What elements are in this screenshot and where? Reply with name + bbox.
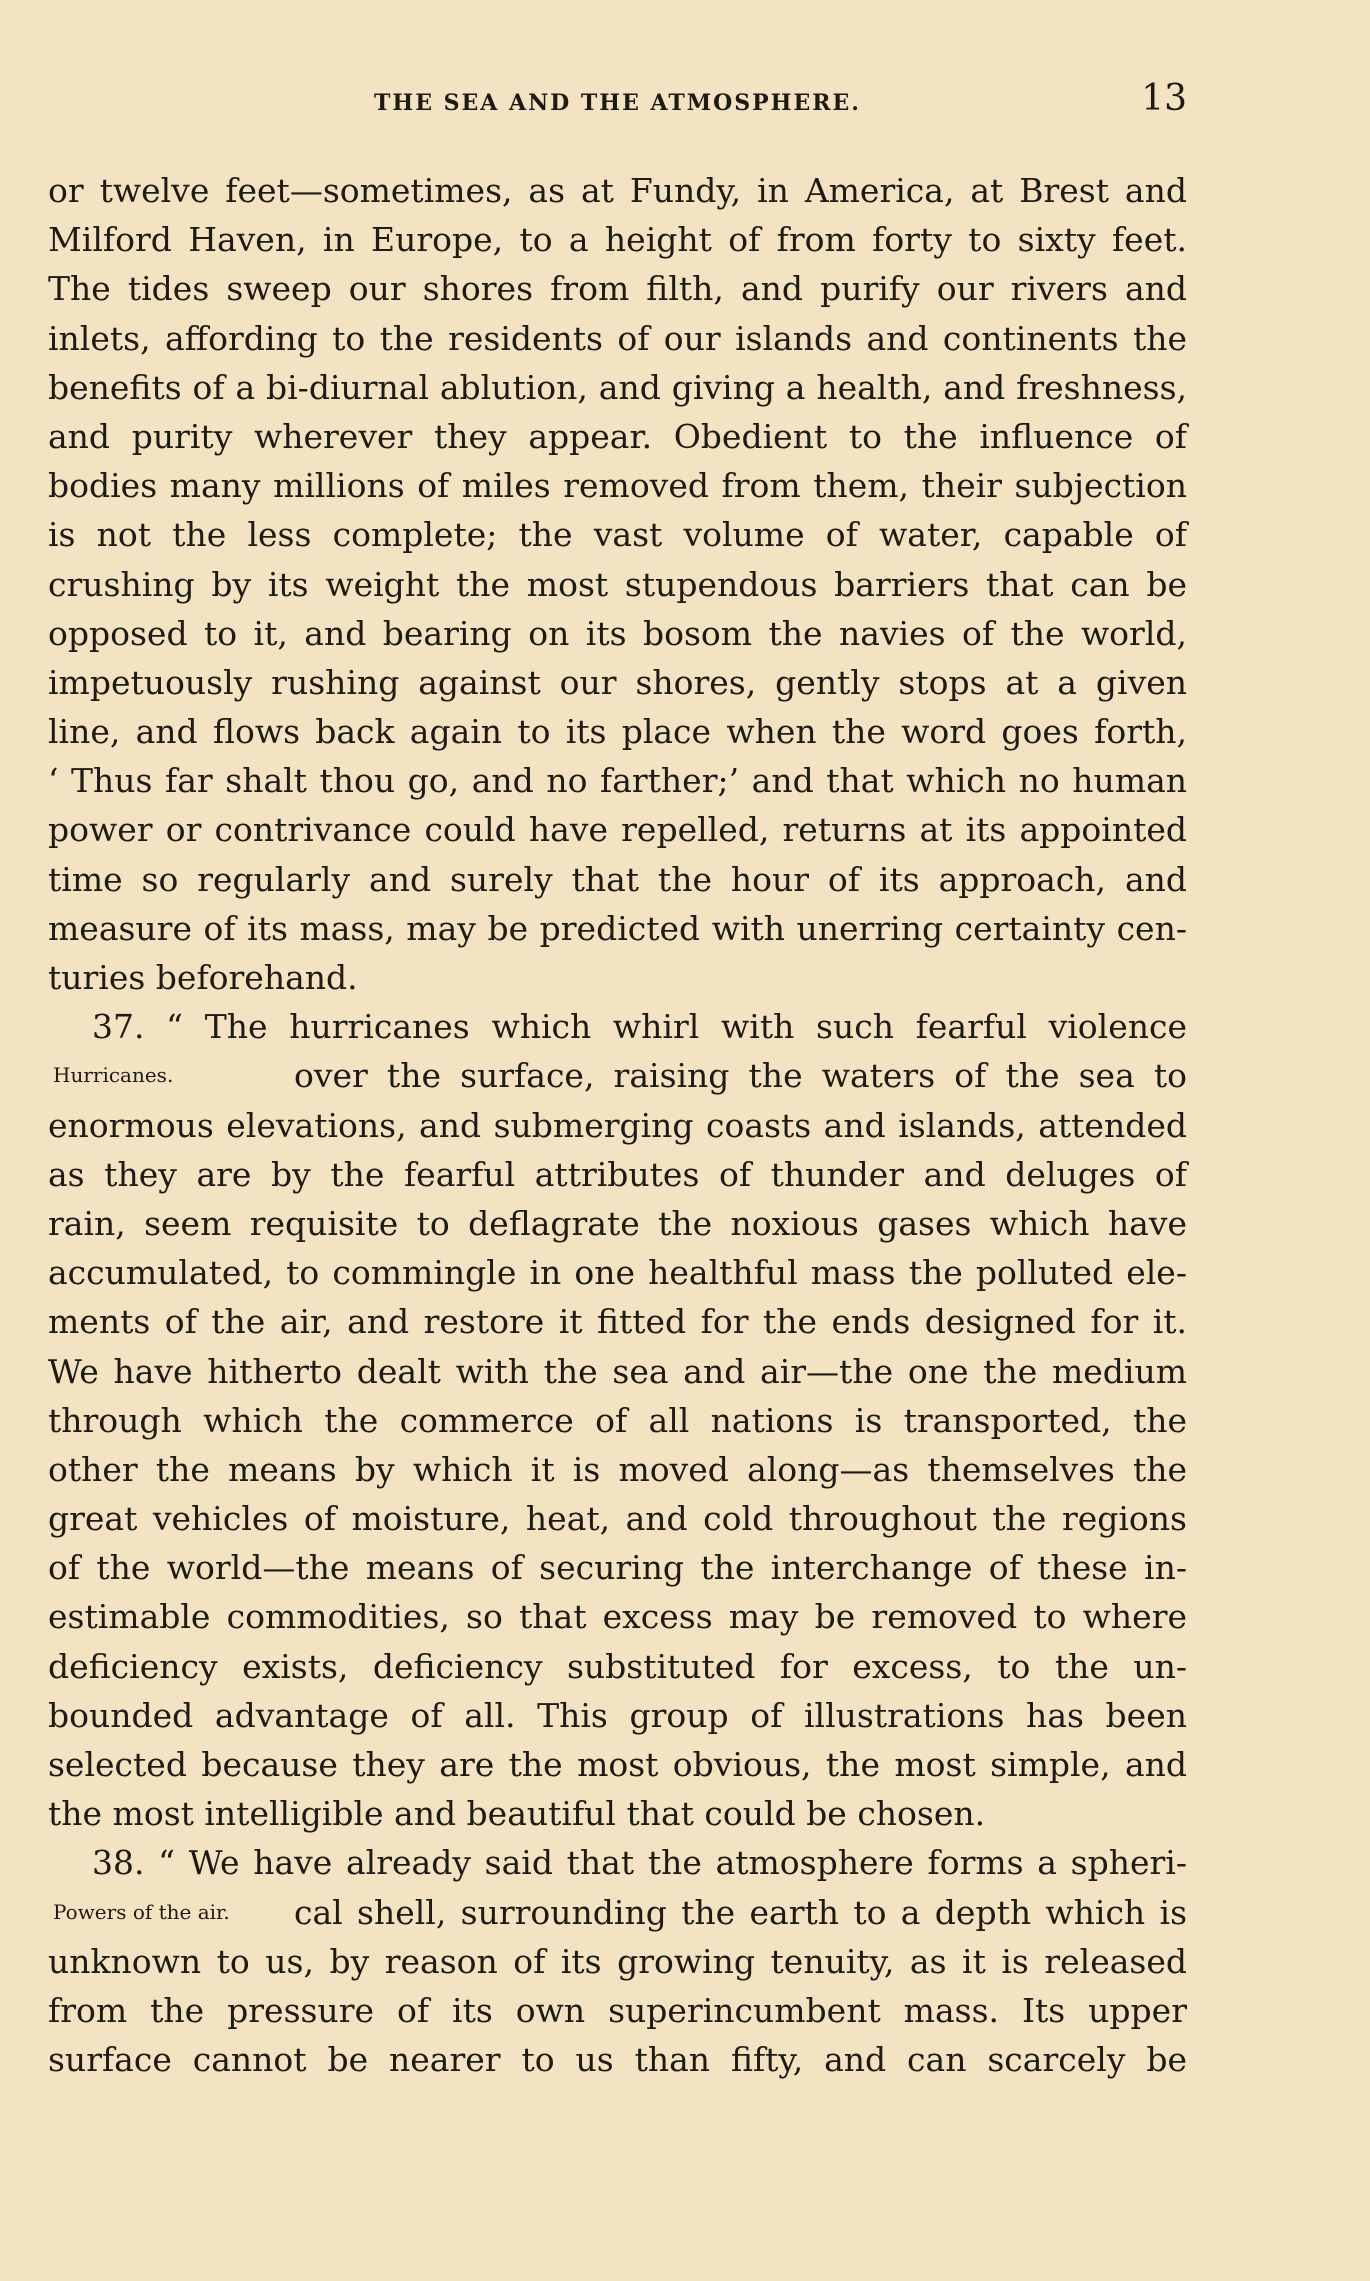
text-line: is not the less complete; the vast volume of water, capable of [48,515,1187,555]
side-note-powers-of-air: Powers of the air. [53,1899,230,1924]
text-line: ments of the air, and restore it fitted for the ends designed for it. [48,1302,1187,1342]
text-line: line, and flows back again to its place when the word goes forth, [48,712,1187,752]
text-line: accumulated, to commingle in one healthful mass the polluted ele- [48,1253,1187,1293]
text-line-with-side-note [48,1051,1187,1100]
text-line: unknown to us, by reason of its growing tenuity, as it is released [48,1941,1187,1981]
text-line: crushing by its weight the most stupendous barriers that can be [48,564,1187,604]
text-line: benefits of a bi-diurnal ablution, and giving a health, and freshness, [48,367,1187,407]
side-note-hurricanes: Hurricanes. [53,1063,174,1088]
text-line: selected because they are the most obvious, the most simple, and [48,1745,1187,1784]
text-line: bounded advantage of all. This group of illustrations has been [48,1695,1187,1735]
text-line: and purity wherever they appear. Obedient to the influence of [48,416,1187,456]
text-line: over the surface, raising the waters of the sea to [294,1056,1187,1096]
text-line: enormous elevations, and submerging coasts and islands, attended [48,1105,1187,1145]
text-line: or twelve feet—sometimes, as at Fundy, in America, at Brest and [48,171,1187,210]
text-line: cal shell, surrounding the earth to a depth which is [294,1892,1187,1932]
page-header [48,78,1187,128]
text-line: great vehicles of moisture, heat, and cold throughout the regions [48,1499,1187,1539]
text-line: rain, seem requisite to deflagrate the noxious gases which have [48,1203,1187,1243]
page-number: 13 [1141,78,1187,119]
text-line: the most intelligible and beautiful that could be chosen. [48,1794,986,1834]
text-line: as they are by the fearful attributes of thunder and deluges of [48,1154,1187,1194]
text-line: of the world—the means of securing the interchange of these in- [48,1548,1187,1588]
text-line: through which the commerce of all nations is transported, the [48,1400,1187,1440]
text-line: bodies many millions of miles removed from them, their subjection [48,466,1187,506]
text-line: ‘ Thus far shalt thou go, and no farther;’ and that which no human [48,761,1187,801]
text-line: time so regularly and surely that the hour of its approach, and [48,859,1187,899]
text-line: deficiency exists, deficiency substituted for excess, to the un- [48,1646,1187,1686]
text-line: impetuously rushing against our shores, gently stops at a given [48,662,1187,702]
text-line: other the means by which it is moved along—as themselves the [48,1449,1187,1489]
body-text [48,166,1187,2084]
text-line: The tides sweep our shores from filth, and purify our rivers and [48,269,1187,309]
text-line: We have hitherto dealt with the sea and air—the one the medium [48,1351,1187,1391]
text-line: surface cannot be nearer to us than fifty, and can scarcely be [48,2040,1187,2080]
text-line: opposed to it, and bearing on its bosom the navies of the world, [48,613,1187,653]
text-line: turies beforehand. [48,958,358,997]
running-head: THE SEA AND THE ATMOSPHERE. [374,90,861,116]
text-line: estimable commodities, so that excess may be removed to where [48,1597,1187,1637]
text-line: from the pressure of its own superincumbent mass. Its upper [48,1990,1187,2030]
paragraph-38-start: 38. “ We have already said that the atmosphere forms a spheri- [92,1843,1187,1883]
text-line-with-side-note [48,1888,1187,1937]
text-line: power or contrivance could have repelled, returns at its appointed [48,810,1187,850]
text-line: Milford Haven, in Europe, to a height of from forty to sixty feet. [48,220,1187,260]
text-line: inlets, affording to the residents of our islands and continents the [48,318,1187,358]
paragraph-37-start: 37. “ The hurricanes which whirl with such fearful violence [92,1007,1187,1047]
text-line: measure of its mass, may be predicted with unerring certainty cen- [48,908,1187,948]
